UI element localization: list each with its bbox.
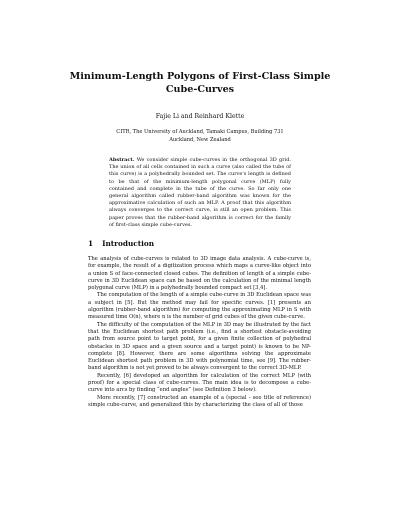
- body-text: [88, 256, 311, 409]
- abstract-text: We consider simple cube-curves in the orthogonal 3D grid. The union of all cells contained in such a curve (also called the tube of this curve) is a polyhedrally bounded set. The curve's length is defined to be that of the minimum-length polygonal curve (MLP) fully contained and complete in the tube of the curve. So far only one general algorithm called rubber-band algorithm was known for the approximative calculation of such an MLP. A proof that this algorithm always converges to the correct curve, is still an open problem. This paper proves that the rubber-band algorithm is correct for the family of first-class simple cube-curves.: [109, 157, 291, 228]
- title-line-2: Cube-Curves: [165, 84, 235, 95]
- title-line-1: Minimum-Length Polygons of First-Class Simple: [69, 71, 331, 82]
- abstract: [109, 157, 291, 229]
- section-heading: [88, 239, 154, 248]
- section-number: 1: [88, 239, 94, 248]
- affiliation-line-2: Auckland, New Zealand: [169, 136, 231, 143]
- section-title: Introduction: [102, 239, 155, 248]
- paragraph: The analysis of cube-curves is related to 3D image data analysis. A cube-curve is, for example, the result of a digitization process which maps a curve-like object into a union S of face-connected closed cubes. The definition of length of a simple cube-curve in 3D Euclidean space can be based on the calculation of the minimal length polygonal curve (MLP) in a polyhedrally bounded compact set [3,4].: [88, 256, 311, 292]
- affiliation: [70, 129, 330, 144]
- paragraph: More recently, [7] constructed an example of a (special - see title of reference) simple cube-curve, and generalized this by characterizing the class of all of those: [88, 394, 311, 408]
- paragraph: Recently, [6] developed an algorithm for calculation of the correct MLP (with proof) for a special class of cube-curves. The main idea is to decompose a cube-curve into arcs by finding “end angles” (see Definition 3 below).: [88, 372, 311, 394]
- authors: Fajie Li and Reinhard Klette: [155, 113, 245, 120]
- paragraph: The computation of the length of a simple cube-curve in 3D Euclidean space was a subject in [5]. But the method may fail for specific curves. [1] presents an algorithm (rubber-band algorithm) for computing the approximating MLP in S with measured time O(n), where n is the number of grid cubes of the given cube-curve.: [88, 292, 311, 321]
- paper-title: [60, 70, 340, 96]
- paragraph: The difficulty of the computation of the MLP in 3D may be illustrated by the fact that the Euclidean shortest path problem (i.e., find a shortest obstacle-avoiding path from source point to target point, for a given finite collection of polyhedral obstacles in 3D space and a given source and a target point) is known to be NP-complete [8]. However, there are some algorithms solving the approximate Euclidean shortest path problem in 3D with polynomial time, see [9]. The rubber-band algorithm is not yet proved to be always convergent to the correct 3D-MLP.: [88, 321, 311, 372]
- affiliation-line-1: CITR, The University of Auckland, Tamaki Campus, Building 731: [116, 129, 284, 135]
- abstract-label: Abstract.: [109, 157, 135, 163]
